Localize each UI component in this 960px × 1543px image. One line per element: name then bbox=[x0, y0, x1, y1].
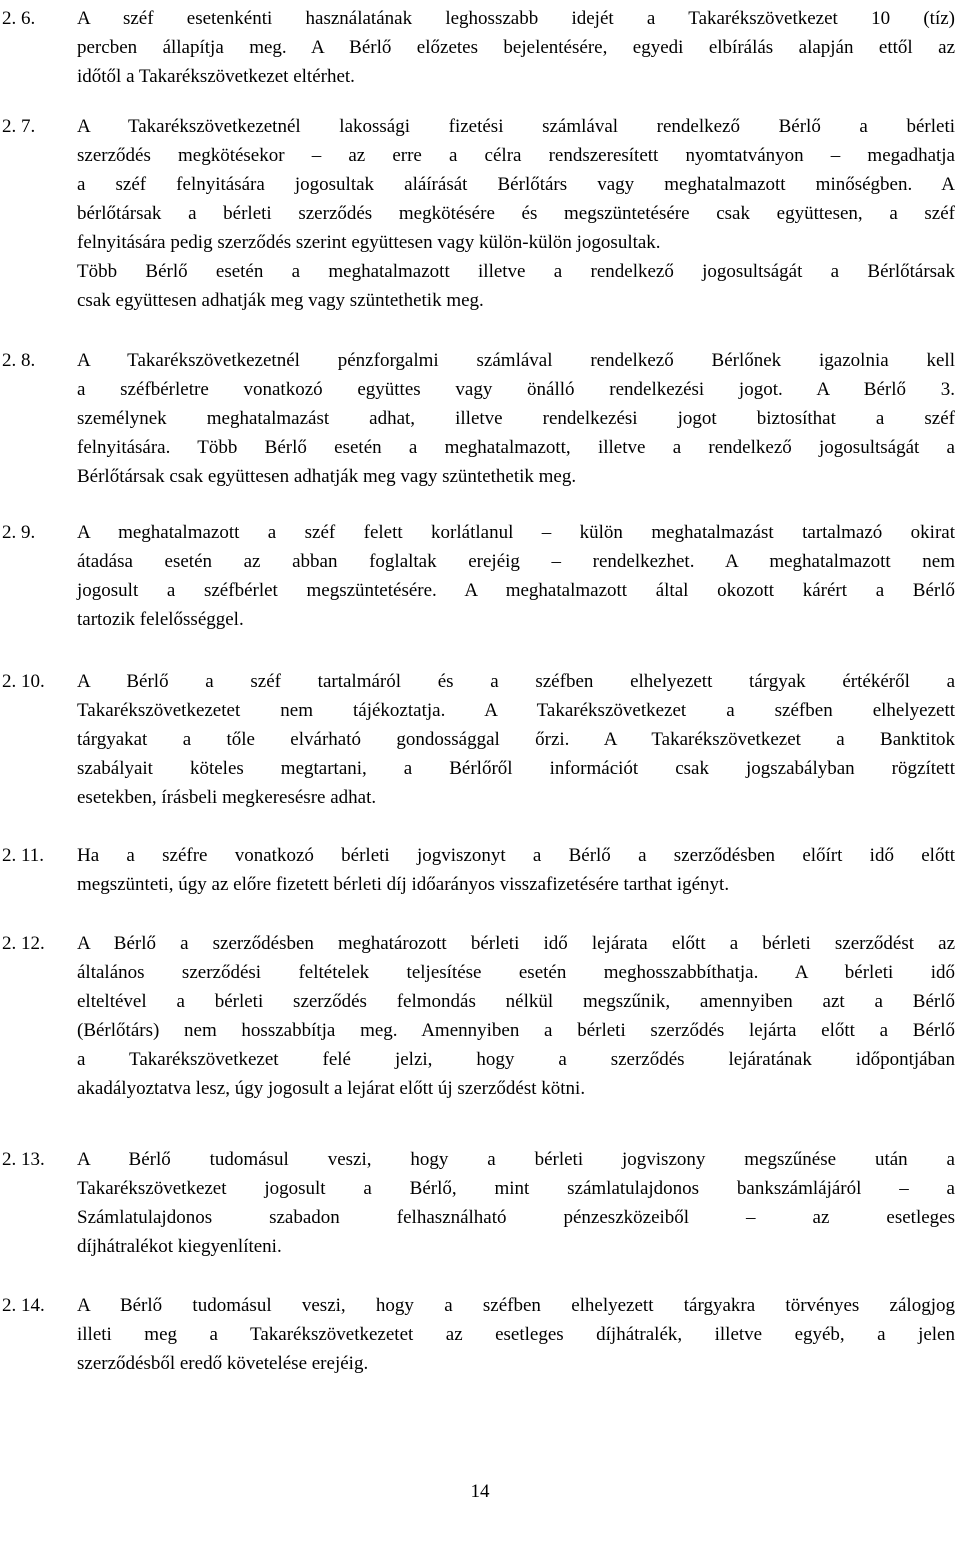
clause-text bbox=[77, 112, 955, 315]
text-line: a Takarékszövetkezet felé jelzi, hogy a szerződés lejáratának időpontjában bbox=[77, 1049, 955, 1070]
text-line: szerződés megkötésekor – az erre a célra rendszeresített nyomtatványon – megadhatja bbox=[77, 145, 955, 166]
text-line: A Bérlő tudomásul veszi, hogy a széfben elhelyezett tárgyakra törvényes zálogjog bbox=[77, 1295, 955, 1316]
text-line: csak együttesen adhatják meg vagy szüntethetik meg. bbox=[77, 290, 484, 311]
text-line: A Takarékszövetkezetnél lakossági fizetési számlával rendelkező Bérlő a bérleti bbox=[77, 116, 955, 137]
clause-text bbox=[77, 4, 955, 91]
text-line: Több Bérlő esetén a meghatalmazott illetve a rendelkező jogosultságát a Bérlőtársak bbox=[77, 261, 955, 282]
clause-number: 2. 8. bbox=[2, 350, 36, 371]
text-line: Takarékszövetkezet jogosult a Bérlő, mint számlatulajdonos bankszámlájáról – a bbox=[77, 1178, 955, 1199]
text-line: Takarékszövetkezetet nem tájékoztatja. A Takarékszövetkezet a széfben elhelyezett bbox=[77, 700, 955, 721]
clause-number: 2. 11. bbox=[2, 845, 45, 866]
text-line: díjhátralékot kiegyenlíteni. bbox=[77, 1236, 282, 1257]
text-line: bérlőtársak a bérleti szerződés megkötésére és megszüntetésére csak együttesen, a széf bbox=[77, 203, 955, 224]
text-line: időtől a Takarékszövetkezet eltérhet. bbox=[77, 66, 355, 87]
clause-text bbox=[77, 518, 955, 634]
text-line: A Takarékszövetkezetnél pénzforgalmi számlával rendelkező Bérlőnek igazolnia kell bbox=[77, 350, 955, 371]
text-line: Számlatulajdonos szabadon felhasználható pénzeszközeiből – az esetleges bbox=[77, 1207, 955, 1228]
clause-number: 2. 13. bbox=[2, 1149, 45, 1170]
text-line: akadályoztatva lesz, úgy jogosult a lejárat előtt új szerződést kötni. bbox=[77, 1078, 586, 1099]
text-line: A Bérlő tudomásul veszi, hogy a bérleti jogviszony megszűnése után a bbox=[77, 1149, 955, 1170]
text-line: Bérlőtársak csak együttesen adhatják meg vagy szüntethetik meg. bbox=[77, 466, 577, 487]
clause-text bbox=[77, 1291, 955, 1378]
text-line: A Bérlő a széf tartalmáról és a széfben elhelyezett tárgyak értékéről a bbox=[77, 671, 955, 692]
text-line: (Bérlőtárs) nem hosszabbítja meg. Amennyiben a bérleti szerződés lejárta előtt a Bérlő bbox=[77, 1020, 955, 1041]
text-line: A meghatalmazott a széf felett korlátlanul – külön meghatalmazást tartalmazó okirat bbox=[77, 522, 955, 543]
text-line: általános szerződési feltételek teljesítése esetén meghosszabbíthatja. A bérleti idő bbox=[77, 962, 955, 983]
text-line: felnyitására. Több Bérlő esetén a meghatalmazott, illetve a rendelkező jogosultságát a bbox=[77, 437, 955, 458]
text-line: szerződésből eredő követelése erejéig. bbox=[77, 1353, 369, 1374]
clause-number: 2. 6. bbox=[2, 8, 36, 29]
text-line: a széfbérletre vonatkozó együttes vagy önálló rendelkezési jogot. A Bérlő 3. bbox=[77, 379, 955, 400]
clause-number: 2. 7. bbox=[2, 116, 36, 137]
clause-text bbox=[77, 841, 955, 899]
clause-text bbox=[77, 667, 955, 812]
clause-number: 2. 14. bbox=[2, 1295, 45, 1316]
text-line: Ha a széfre vonatkozó bérleti jogviszonyt a Bérlő a szerződésben előírt idő előtt bbox=[77, 845, 955, 866]
text-line: személynek meghatalmazást adhat, illetve rendelkezési jogot biztosíthat a széf bbox=[77, 408, 955, 429]
text-line: a széf felnyitására jogosultak aláírását Bérlőtárs vagy meghatalmazott minőségben. A bbox=[77, 174, 955, 195]
clause-text bbox=[77, 346, 955, 491]
page-number: 14 bbox=[470, 1481, 490, 1502]
text-line: percben állapítja meg. A Bérlő előzetes bejelentésére, egyedi elbírálás alapján ettől az bbox=[77, 37, 955, 58]
clause-number: 2. 9. bbox=[2, 522, 36, 543]
text-line: megszünteti, úgy az előre fizetett bérleti díj időarányos visszafizetésére tarthat igényt. bbox=[77, 874, 730, 895]
text-line: A Bérlő a szerződésben meghatározott bérleti idő lejárata előtt a bérleti szerződést az bbox=[77, 933, 955, 954]
text-line: A széf esetenkénti használatának leghosszabb idejét a Takarékszövetkezet 10 (tíz) bbox=[77, 8, 955, 29]
text-line: tartozik felelősséggel. bbox=[77, 609, 244, 630]
clause-text bbox=[77, 929, 955, 1103]
text-line: szabályait köteles megtartani, a Bérlőről információt csak jogszabályban rögzített bbox=[77, 758, 955, 779]
clause-text bbox=[77, 1145, 955, 1261]
text-line: tárgyakat a tőle elvárható gondossággal őrzi. A Takarékszövetkezet a Banktitok bbox=[77, 729, 955, 750]
clause-number: 2. 12. bbox=[2, 933, 45, 954]
text-line: elteltével a bérleti szerződés felmondás nélkül megszűnik, amennyiben azt a Bérlő bbox=[77, 991, 955, 1012]
text-line: illeti meg a Takarékszövetkezetet az esetleges díjhátralék, illetve egyéb, a jelen bbox=[77, 1324, 955, 1345]
clause-number: 2. 10. bbox=[2, 671, 45, 692]
text-line: átadása esetén az abban foglaltak erejéig – rendelkezhet. A meghatalmazott nem bbox=[77, 551, 955, 572]
text-line: esetekben, írásbeli megkeresésre adhat. bbox=[77, 787, 377, 808]
text-line: jogosult a széfbérlet megszüntetésére. A meghatalmazott által okozott kárért a Bérlő bbox=[77, 580, 955, 601]
text-line: felnyitására pedig szerződés szerint együttesen vagy külön-külön jogosultak. bbox=[77, 232, 661, 253]
